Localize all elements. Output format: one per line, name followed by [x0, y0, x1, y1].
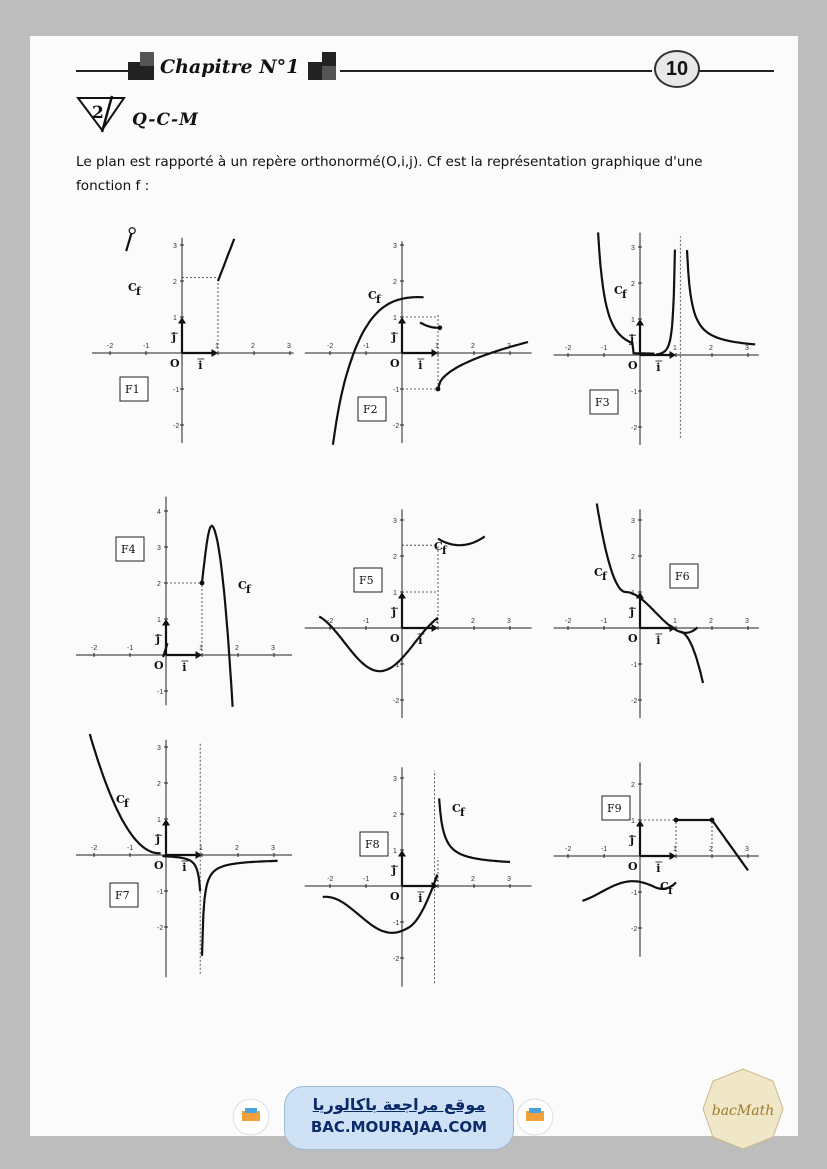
y-tick-label: 1	[631, 818, 635, 825]
origin-label: O	[170, 357, 180, 370]
origin-label: O	[390, 357, 400, 370]
figure-label: F5	[359, 574, 374, 587]
i-label: i	[198, 359, 203, 372]
cf-label-sub: f	[460, 806, 465, 819]
y-tick-label: -1	[173, 387, 180, 394]
graph-svg-f7	[68, 745, 303, 985]
figure-label: F6	[675, 570, 690, 583]
y-tick-label: 1	[157, 617, 161, 624]
curve-cf	[438, 342, 528, 389]
cf-label-sub: f	[668, 884, 673, 897]
x-tick-label: -1	[601, 345, 608, 352]
j-label: j	[392, 330, 396, 344]
graph-svg-f5	[306, 480, 546, 720]
origin-label: O	[154, 659, 164, 672]
x-tick-label: -2	[327, 876, 334, 883]
y-tick-label: -1	[157, 889, 164, 896]
j-label: j	[156, 632, 160, 646]
x-tick-label: -1	[363, 618, 370, 625]
x-tick-label: -1	[601, 618, 608, 625]
x-tick-label: -2	[91, 845, 98, 852]
x-tick-label: 1	[199, 645, 203, 652]
y-tick-label: 3	[631, 245, 635, 252]
origin-label: O	[154, 859, 164, 872]
graph-f3	[560, 210, 785, 455]
i-vector-arrow-icon	[432, 349, 438, 357]
cf-label-sub: f	[246, 583, 251, 596]
y-tick-label: 2	[631, 782, 635, 789]
figure-label: F1	[125, 383, 140, 396]
x-tick-label: 3	[271, 845, 275, 852]
x-tick-label: 1	[199, 845, 203, 852]
j-vector-arrow-icon	[398, 592, 406, 598]
x-tick-label: -1	[127, 645, 134, 652]
y-tick-label: 2	[173, 279, 177, 286]
graph-f9	[560, 760, 785, 990]
graph-f8	[306, 760, 546, 990]
j-vector-arrow-icon	[636, 820, 644, 826]
cf-label-sub: f	[376, 293, 381, 306]
x-tick-label: 2	[709, 846, 713, 853]
closed-point	[436, 387, 441, 392]
graph-svg-f2	[306, 225, 546, 450]
curve-cf	[656, 250, 675, 355]
figure-label: F2	[363, 403, 378, 416]
graph-svg-f3	[560, 210, 785, 450]
x-tick-label: 3	[507, 876, 511, 883]
figure-label: F7	[115, 889, 130, 902]
graph-f7	[68, 745, 303, 990]
x-tick-label: -2	[327, 618, 334, 625]
i-label: i	[182, 861, 187, 874]
closed-point	[437, 325, 442, 330]
graph-svg-f4	[68, 495, 303, 705]
cf-label-sub: f	[622, 288, 627, 301]
graph-f6	[560, 480, 785, 725]
cf-label-sub: f	[442, 544, 447, 557]
i-label: i	[418, 892, 423, 905]
graph-f5	[306, 480, 546, 725]
y-tick-label: -1	[393, 662, 400, 669]
graph-svg-f6	[560, 480, 785, 720]
y-tick-label: 1	[393, 848, 397, 855]
y-tick-label: 2	[393, 812, 397, 819]
cf-label-sub: f	[124, 797, 129, 810]
graph-svg-f9	[560, 760, 785, 985]
cf-label: C	[594, 566, 603, 579]
y-tick-label: -2	[631, 926, 638, 933]
j-label: j	[630, 833, 634, 847]
j-vector-arrow-icon	[162, 619, 170, 625]
y-tick-label: -1	[393, 920, 400, 927]
i-vector-arrow-icon	[432, 624, 438, 632]
i-vector-arrow-icon	[670, 624, 676, 632]
y-tick-label: -2	[393, 698, 400, 705]
chapter-squares-icon	[126, 50, 160, 82]
cf-label: C	[614, 284, 623, 297]
y-tick-label: 2	[157, 581, 161, 588]
x-tick-label: 1	[673, 345, 677, 352]
intro-paragraph	[76, 150, 781, 198]
graph-f1	[68, 225, 303, 445]
graph-svg-f1	[68, 225, 303, 440]
y-tick-label: -1	[631, 890, 638, 897]
y-tick-label: 3	[393, 776, 397, 783]
curve-cf	[712, 820, 748, 870]
x-tick-label: -2	[565, 618, 572, 625]
y-tick-label: 3	[173, 243, 177, 250]
y-tick-label: 3	[631, 518, 635, 525]
y-tick-label: 2	[393, 554, 397, 561]
cf-label: C	[128, 281, 137, 294]
y-tick-label: 2	[631, 554, 635, 561]
x-tick-label: 2	[709, 345, 713, 352]
curve-cf	[90, 734, 161, 853]
origin-label: O	[628, 359, 638, 372]
y-tick-label: 2	[157, 781, 161, 788]
x-tick-label: 1	[435, 618, 439, 625]
cf-label-sub: f	[136, 285, 141, 298]
intro-line-2: fonction f :	[76, 178, 150, 194]
figure-label: F4	[121, 543, 136, 556]
i-vector-arrow-icon	[670, 852, 676, 860]
x-tick-label: 2	[709, 618, 713, 625]
footer-site-banner[interactable]	[284, 1086, 514, 1150]
x-tick-label: 1	[215, 343, 219, 350]
j-label: j	[172, 330, 176, 344]
j-vector-arrow-icon	[178, 317, 186, 323]
y-tick-label: 4	[157, 509, 161, 516]
chapter-title: Chapitre N°1	[160, 56, 300, 78]
cf-label: C	[452, 802, 461, 815]
cf-label: C	[238, 579, 247, 592]
figure-label: F3	[595, 396, 610, 409]
curve-cf	[202, 526, 211, 583]
y-tick-label: 3	[157, 545, 161, 552]
cf-label: C	[368, 289, 377, 302]
origin-label: O	[628, 632, 638, 645]
x-tick-label: 2	[471, 876, 475, 883]
i-label: i	[656, 862, 661, 875]
j-label: j	[156, 832, 160, 846]
cf-label: C	[434, 540, 443, 553]
graph-svg-f8	[306, 760, 546, 985]
curve-cf	[439, 798, 510, 862]
y-tick-label: 2	[631, 281, 635, 288]
y-tick-label: -1	[631, 662, 638, 669]
y-tick-label: -1	[393, 387, 400, 394]
i-vector-arrow-icon	[196, 651, 202, 659]
j-label: j	[392, 605, 396, 619]
x-tick-label: 3	[507, 618, 511, 625]
footer-site-arabic: موقع مراجعة باكالوريا	[312, 1095, 486, 1114]
bacmath-logo-text: bacMath	[711, 1103, 775, 1119]
section-title: Q-C-M	[132, 110, 199, 130]
x-tick-label: 2	[471, 343, 475, 350]
j-vector-arrow-icon	[636, 319, 644, 325]
x-tick-label: 3	[287, 343, 291, 350]
x-tick-label: 3	[745, 618, 749, 625]
x-tick-label: -1	[127, 845, 134, 852]
graph-f2	[306, 225, 546, 455]
origin-label: O	[390, 890, 400, 903]
y-tick-label: 2	[393, 279, 397, 286]
x-tick-label: 2	[235, 845, 239, 852]
chapter-squares-icon-right	[306, 50, 340, 82]
x-tick-label: -2	[565, 846, 572, 853]
x-tick-label: 1	[673, 618, 677, 625]
x-tick-label: 2	[251, 343, 255, 350]
x-tick-label: -1	[363, 343, 370, 350]
figure-label: F9	[607, 802, 622, 815]
y-tick-label: -2	[631, 698, 638, 705]
y-tick-label: -1	[631, 389, 638, 396]
curve-cf	[202, 861, 278, 956]
j-vector-arrow-icon	[398, 850, 406, 856]
graph-f4	[68, 495, 303, 710]
y-tick-label: 1	[393, 590, 397, 597]
page-number: 10	[654, 50, 700, 88]
header-rule-middle	[340, 70, 652, 72]
x-tick-label: -2	[327, 343, 334, 350]
curve-cf	[218, 239, 234, 281]
x-tick-label: 3	[745, 846, 749, 853]
cf-label-sub: f	[602, 570, 607, 583]
y-tick-label: 1	[631, 317, 635, 324]
y-tick-label: 1	[173, 315, 177, 322]
y-tick-label: -2	[157, 925, 164, 932]
y-tick-label: -2	[393, 423, 400, 430]
y-tick-label: -2	[173, 423, 180, 430]
x-tick-label: 3	[271, 645, 275, 652]
i-vector-arrow-icon	[670, 351, 676, 359]
i-vector-arrow-icon	[212, 349, 218, 357]
x-tick-label: -1	[143, 343, 150, 350]
y-tick-label: 1	[157, 817, 161, 824]
j-vector-arrow-icon	[398, 317, 406, 323]
footer-logo-left-icon	[232, 1098, 270, 1136]
j-label: j	[630, 605, 634, 619]
closed-point	[674, 818, 679, 823]
j-vector-arrow-icon	[162, 819, 170, 825]
header-rule-right	[698, 70, 774, 72]
x-tick-label: -2	[107, 343, 114, 350]
x-tick-label: -2	[565, 345, 572, 352]
x-tick-label: 3	[745, 345, 749, 352]
section-number-badge	[76, 94, 128, 134]
open-point	[129, 228, 135, 234]
x-tick-label: 3	[507, 343, 511, 350]
x-tick-label: 1	[435, 876, 439, 883]
x-tick-label: -1	[363, 876, 370, 883]
i-label: i	[656, 634, 661, 647]
cf-label: C	[660, 880, 669, 893]
figure-label: F8	[365, 838, 380, 851]
curve-cf	[687, 250, 755, 344]
i-label: i	[182, 661, 187, 674]
y-tick-label: 1	[631, 590, 635, 597]
y-tick-label: 3	[393, 243, 397, 250]
bacmath-logo	[701, 1067, 785, 1151]
i-vector-arrow-icon	[196, 851, 202, 859]
footer-logo-right-icon	[516, 1098, 554, 1136]
y-tick-label: -2	[393, 956, 400, 963]
origin-label: O	[628, 860, 638, 873]
closed-point	[200, 581, 205, 586]
j-label: j	[630, 332, 634, 346]
y-tick-label: 3	[157, 745, 161, 752]
y-tick-label: 1	[393, 315, 397, 322]
x-tick-label: 2	[471, 618, 475, 625]
j-label: j	[392, 863, 396, 877]
y-tick-label: 3	[393, 518, 397, 525]
curve-cf	[211, 525, 233, 706]
curve-cf	[333, 297, 424, 445]
x-tick-label: -2	[91, 645, 98, 652]
cf-label: C	[116, 793, 125, 806]
curve-cf	[420, 322, 440, 327]
footer-site-url[interactable]: BAC.MOURAJAA.COM	[310, 1118, 488, 1136]
section-number: 2	[92, 103, 104, 123]
i-label: i	[656, 361, 661, 374]
intro-line-1: Le plan est rapporté à un repère orthonormé(O,i,j). Cf est la représentation graphique d'une	[76, 154, 703, 170]
curve-cf	[680, 632, 703, 683]
y-tick-label: -2	[631, 425, 638, 432]
x-tick-label: 2	[235, 645, 239, 652]
x-tick-label: -1	[601, 846, 608, 853]
i-label: i	[418, 634, 423, 647]
x-tick-label: 1	[673, 846, 677, 853]
i-label: i	[418, 359, 423, 372]
x-tick-label: 1	[435, 343, 439, 350]
origin-label: O	[390, 632, 400, 645]
y-tick-label: -1	[157, 689, 164, 696]
